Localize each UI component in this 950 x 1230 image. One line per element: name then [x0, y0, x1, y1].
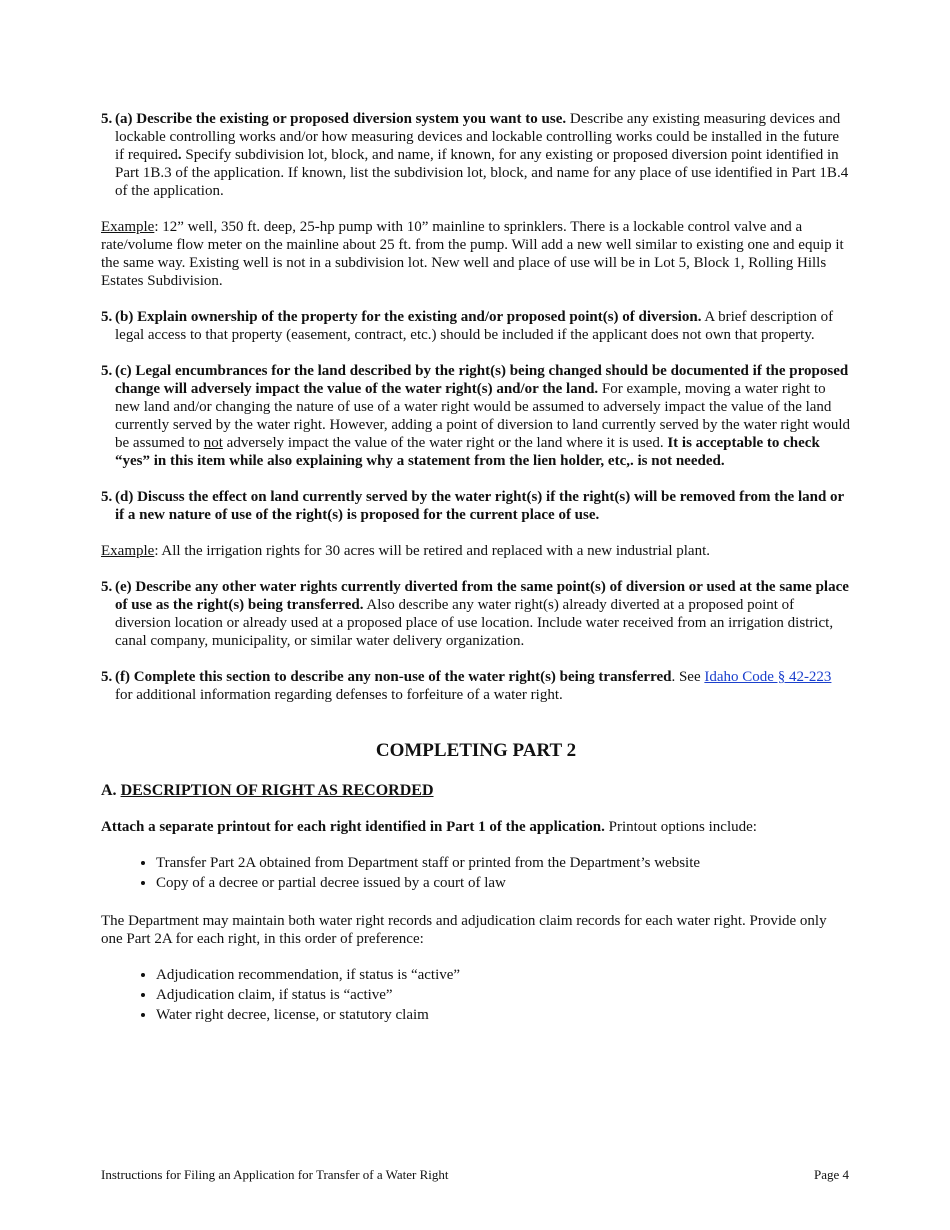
- list-item: • Water right decree, license, or statutory claim: [156, 1006, 851, 1024]
- footer-title: Instructions for Filing an Application for Transfer of a Water Right: [101, 1167, 449, 1182]
- section-label: (d) Discuss the effect on land currently served by the water right(s) if the right(s) will be removed from the land or if a new nature of use of the right(s) is proposed for the current place of use.: [115, 489, 844, 523]
- section-text: [115, 488, 851, 524]
- section-label: (f) Complete this section to describe any non-use of the water right(s) being transferred: [115, 669, 672, 685]
- section-text: (b) Explain ownership of the property for the existing and/or proposed point(s) of diversion. A brief description of legal access to that property (easement, contract, etc.) should be included if the applicant does not own that property.: [115, 309, 834, 343]
- section-5f: [101, 668, 851, 704]
- list-item: • Adjudication recommendation, if status is “active”: [156, 966, 851, 984]
- section-number: 5.: [101, 309, 113, 325]
- page-footer: [101, 1167, 849, 1183]
- list-item: • Transfer Part 2A obtained from Department staff or printed from the Department’s website: [156, 854, 851, 872]
- example-paragraph: Example: All the irrigation rights for 30 acres will be retired and replaced with a new industrial plant.: [101, 543, 710, 559]
- section-5d: [101, 488, 851, 524]
- section-text: (e) Describe any other water rights currently diverted from the same point(s) of diversion or used at the same place of use as the right(s) being transferred. Also describe any water right(s) already diverted at a proposed point of diversion location or already used at a proposed place of use location. Include water received from an irrigation district, canal company, municipality, or similar water delivery organization.: [115, 579, 849, 649]
- list-item: • Copy of a decree or partial decree issued by a court of law: [156, 874, 851, 892]
- section-text: (c) Legal encumbrances for the land described by the right(s) being changed should be documented if the proposed change will adversely impact the value of the water right(s) and/or the land. For example, moving a water right to new land and/or changing the nature of use of a water right would be assumed to adversely impact the value of the land currently served by the water right. However, adding a point of diversion to land currently served by the water right would be assumed to not adversely impact the value of the water right or the land where it is used. It is acceptable to check “yes” in this item while also explaining why a statement from the lien holder, etc,. is not needed.: [115, 363, 851, 469]
- example-label: Example: [101, 219, 155, 235]
- emphasis-not: not: [203, 435, 223, 451]
- example-paragraph: Example: 12” well, 350 ft. deep, 25-hp pump with 10” mainline to sprinklers. There is a lockable control valve and a rate/volume flow meter on the mainline about 25 ft. from the pump. Will add a new well similar to existing one and equip it the same way. Existing well is not in a subdivision lot. New well and place of use will be in Lot 5, Block 1, Rolling Hills Estates Subdivision.: [101, 219, 844, 289]
- section-5b: [101, 308, 851, 344]
- attach-paragraph: Attach a separate printout for each right identified in Part 1 of the application. Printout options include:: [101, 819, 757, 835]
- section-5a: [101, 110, 851, 200]
- document-page: [101, 110, 851, 1044]
- section-label: (b) Explain ownership of the property for the existing and/or proposed point(s) of diversion.: [115, 309, 702, 325]
- section-label: (c) Legal encumbrances for the land described by the right(s) being changed should be documented if the proposed change will adversely impact the value of the water right(s) and/or the land.: [115, 363, 849, 397]
- idaho-code-link[interactable]: Idaho Code § 42-223: [704, 669, 832, 685]
- page-number: Page 4: [813, 1167, 849, 1182]
- section-number: 5.: [101, 363, 113, 379]
- section-number: 5.: [101, 579, 113, 595]
- section-text: (a) Describe the existing or proposed diversion system you want to use. Describe any existing measuring devices and lockable controlling works and/or how measuring devices and lockable controlling works could be installed in the future if required. Specify subdivision lot, block, and name, if known, for any existing or proposed diversion point identified in Part 1B.3 of the application. If known, list the subdivision lot, block, and name for any place of use identified in Part 1B.4 of the application.: [115, 111, 849, 199]
- section-5e: [101, 578, 851, 650]
- example-label: Example: [101, 543, 155, 559]
- section-number: 5.: [101, 489, 113, 505]
- preference-list: [101, 966, 851, 1024]
- section-a-heading: A. DESCRIPTION OF RIGHT AS RECORDED: [101, 782, 434, 799]
- part2-heading: COMPLETING PART 2: [375, 740, 577, 761]
- section-label: (a) Describe the existing or proposed diversion system you want to use.: [115, 111, 567, 127]
- section-number: 5.: [101, 111, 113, 127]
- list-item: • Adjudication claim, if status is “active”: [156, 986, 851, 1004]
- section-number: 5.: [101, 669, 113, 685]
- section-5c: [101, 362, 851, 470]
- department-paragraph: The Department may maintain both water right records and adjudication claim records for each water right. Provide only one Part 2A for each right, in this order of preference:: [101, 913, 827, 947]
- section-label: (e) Describe any other water rights currently diverted from the same point(s) of diversion or used at the same place of use as the right(s) being transferred.: [115, 579, 849, 613]
- printout-options-list: [101, 854, 851, 892]
- section-text: (f) Complete this section to describe any non-use of the water right(s) being transferred. See Idaho Code § 42-223 for additional information regarding defenses to forfeiture of a water right.: [115, 669, 832, 703]
